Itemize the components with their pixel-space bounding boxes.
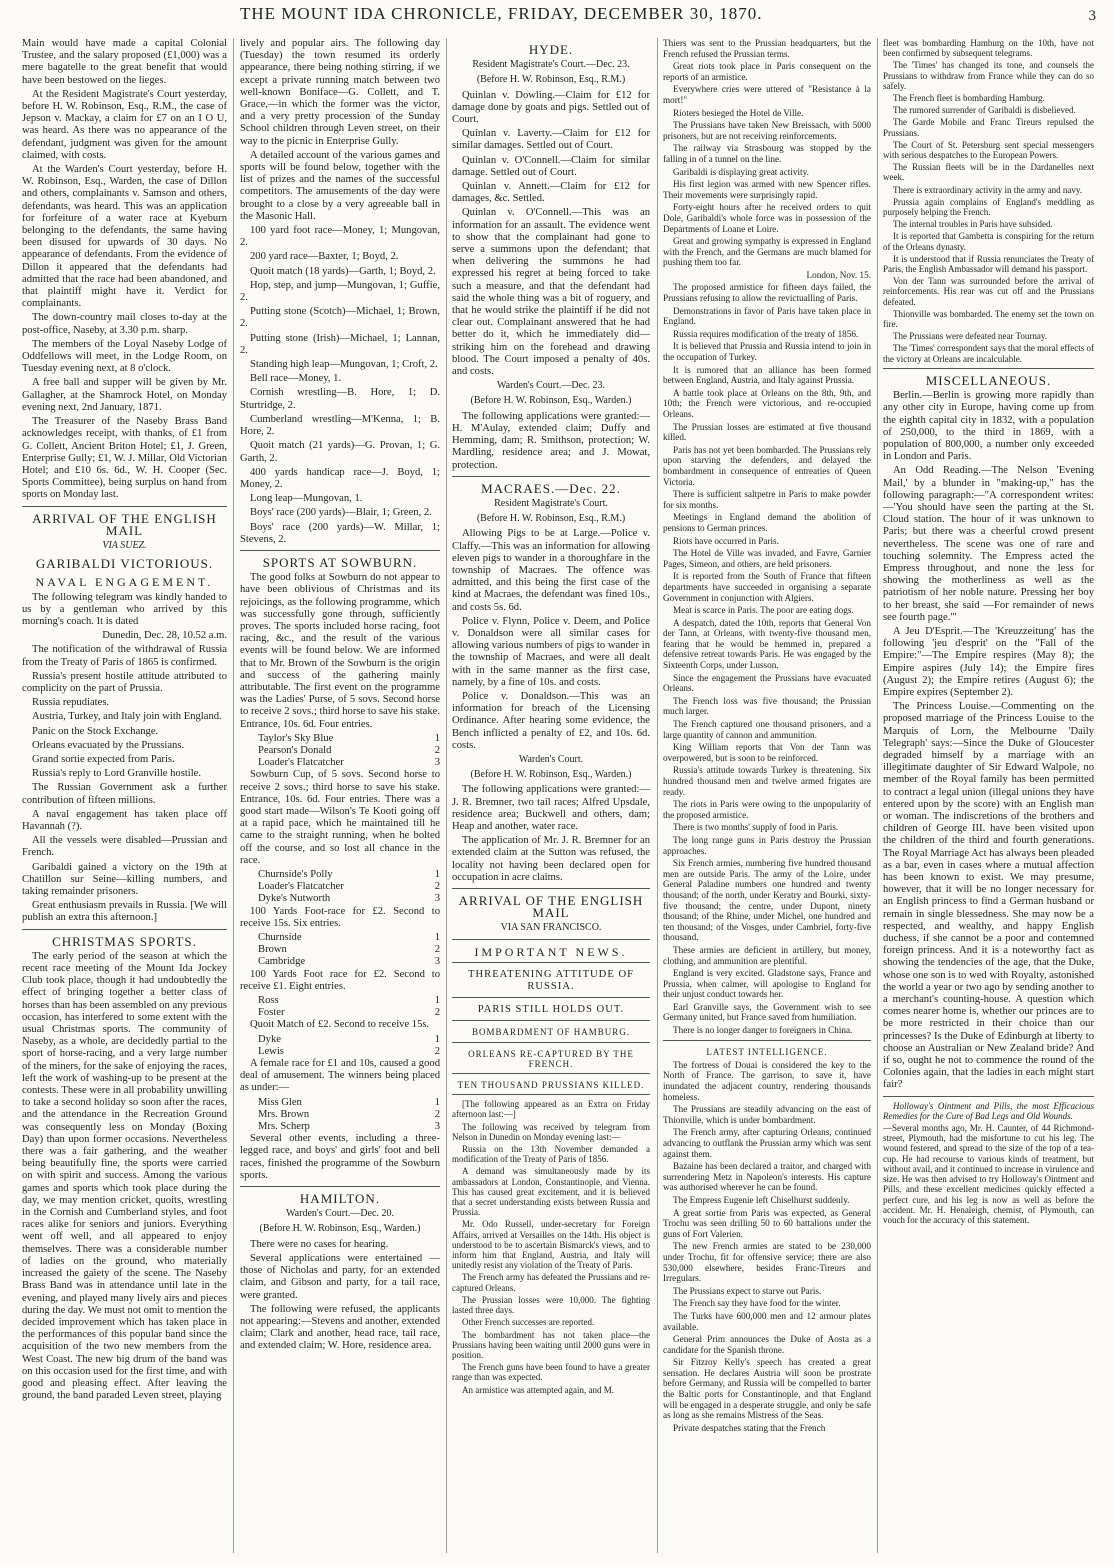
result-line: 200 yard race—Baxter, 1; Boyd, 2. xyxy=(250,251,399,263)
masthead xyxy=(0,0,1114,40)
result-line: Standing high leap—Mungovan, 1; Croft, 2. xyxy=(250,359,438,371)
page-number: 3 xyxy=(1088,8,1096,24)
section-subheading: Warden's Court. xyxy=(518,753,584,765)
placing-number: 2 xyxy=(434,944,440,956)
paragraph: The Russian Government ask a further contribution of fifteen millions. xyxy=(22,782,227,806)
paragraph: The fortress of Douai is considered the key to the North of France. The garrison, to save it, have inundated the adjacent country, rendering thousands homeless. xyxy=(663,1059,871,1102)
paragraph: Quinlan v. O'Connell.—Claim for similar damage. Settled out of Court. xyxy=(452,154,650,178)
paragraph: The Prussians were defeated near Tournay. xyxy=(893,331,1048,342)
paragraph: Thionville was bombarded. The enemy set the town on fire. xyxy=(883,308,1094,330)
result-line: Long leap—Mungovan, 1. xyxy=(250,493,363,505)
placing-number: 3 xyxy=(434,757,440,769)
paragraph: Quinlan v. O'Connell.—This was an information for an assault. The evidence went to show that the complainant had gone to serve a summons upon the defendant; that when delivering the summons he had expressed his regret at being forced to take such a measure, and that the defendant had said the whole thing was a bit of roguery, and that he would strike the plaintiff if he did not clear out. Complainant answered that he had better do it, which he immediately did—striking him on the forehead and drawing blood. The Court imposed a penalty of 40s. and costs. xyxy=(452,207,650,378)
sports-results-list xyxy=(240,225,440,546)
result-line: Boys' race (200 yards)—Blair, 1; Green, 2. xyxy=(250,507,432,519)
paragraph: The following applications were granted:—H. M'Aulay, extended claim; Duffy and Hemming, dam; R. Smithson, protection; W. Mardling, residence area; and J. Mowat, protection. xyxy=(452,410,650,471)
column-1 xyxy=(22,38,227,1553)
placing-number: 2 xyxy=(434,744,440,756)
race-placing xyxy=(240,944,440,956)
result-line: Putting stone (Scotch)—Michael, 1; Brown, 2. xyxy=(240,306,440,330)
paragraph: These armies are deficient in artillery, but money, clothing, and ammunition are plentiful. xyxy=(663,944,871,966)
paragraph: Demonstrations in favor of Paris have taken place in England. xyxy=(663,305,871,327)
race-placing xyxy=(240,1046,440,1058)
race-results xyxy=(240,932,440,969)
paragraph: General Prim announces the Duke of Aosta as a candidate for the Spanish throne. xyxy=(663,1334,871,1355)
paragraph: Riots have occurred in Paris. xyxy=(673,535,779,546)
paragraph: The Hotel de Ville was invaded, and Favre, Garnier Pages, Simeon, and others, are held prisoners. xyxy=(663,548,871,569)
section-heading: MISCELLANEOUS. xyxy=(925,372,1052,388)
section-rule xyxy=(240,550,440,551)
newspaper-title: THE MOUNT IDA CHRONICLE, FRIDAY, DECEMBER 30, 1870. xyxy=(240,4,763,23)
paragraph: The Prussians are steadily advancing on the east of Thionville, which is under bombardment. xyxy=(663,1104,871,1125)
competitor-name: Dyke's Nutworth xyxy=(258,893,331,905)
race-placing xyxy=(240,881,440,893)
paragraph: The French captured one thousand prisoners, and a large quantity of cannon and ammunition. xyxy=(663,719,871,740)
paragraph: The Empress Eugenie left Chiselhurst suddenly. xyxy=(673,1194,850,1205)
paragraph: Great and growing sympathy is expressed in England with the French, and the Germans are much blamed for pushing them too far. xyxy=(663,236,871,268)
paragraph: The long range guns in Paris destroy the Prussian approaches. xyxy=(663,834,871,856)
race-placing xyxy=(240,893,440,905)
section-heading: TEN THOUSAND PRUSSIANS KILLED. xyxy=(457,1080,645,1091)
section-rule xyxy=(452,997,650,998)
paragraph: Paris has not yet been bombarded. The Prussians rely upon starving the defenders, and delayed the bombardment in consequence of entreaties of Queen Victoria. xyxy=(663,444,871,487)
paragraph: An armistice was attempted again, and M. xyxy=(462,1384,614,1395)
section-rule xyxy=(22,506,227,507)
column-3 xyxy=(452,38,650,1553)
competitor-name: Mrs. Scherp xyxy=(258,1121,310,1133)
paragraph: fleet was bombarding Hamburg on the 10th, have not been confirmed by subsequent telegrams. xyxy=(883,38,1094,59)
placing-number: 1 xyxy=(434,869,440,880)
section-heading: HYDE. xyxy=(528,42,574,57)
paragraph: Earl Granville says, the Government wish to see Germany united, but France saved from humiliation. xyxy=(663,1001,871,1023)
paragraph: The members of the Loyal Naseby Lodge of Oddfellows will meet, in the Lodge Room, on Tuesday evening next, at 8 o'clock. xyxy=(22,338,227,375)
section-subheading: (Before H. W. Robinson, Esq., R.M.) xyxy=(476,513,626,525)
paragraph: Thiers was sent to the Prussian headquarters, but the French refused the Prussian terms. xyxy=(663,38,871,59)
paragraph: A despatch, dated the 10th, reports that General Von der Tann, at Orleans, with twenty-five thousand men, fearing that he would be hemmed in, prepared a defensive retreat towards Paris. He was engaged by the Sixteenth Corps, under Lusson. xyxy=(663,617,871,671)
section-heading: BOMBARDMENT OF HAMBURG. xyxy=(471,1027,631,1038)
paragraph: There is extraordinary activity in the army and navy. xyxy=(893,184,1083,195)
paragraph: A free ball and supper will be given by Mr. Gallagher, at the Shamrock Hotel, on Monday evening next, 2nd January, 1871. xyxy=(22,377,227,413)
paragraph: Russia's attitude towards Turkey is threatening. Six hundred thousand men and twelve armed frigates are ready. xyxy=(663,765,871,797)
paragraph: Grand sortie expected from Paris. xyxy=(32,753,175,765)
placing-number: 2 xyxy=(434,1045,440,1057)
paragraph: Rioters besieged the Hotel de Ville. xyxy=(673,107,804,118)
section-heading: HAMILTON. xyxy=(299,1191,381,1207)
paragraph: It is reported from the South of France that fifteen departments have succeeded in organising a separate Government in conjunction with Algiers. xyxy=(663,571,871,603)
paragraph: It is rumored that an alliance has been formed between England, Austria, and Italy against Prussia. xyxy=(663,364,871,386)
paragraph: Other French successes are reported. xyxy=(462,1317,595,1328)
paragraph: The notification of the withdrawal of Russia from the Treaty of Paris of 1865 is confirmed. xyxy=(22,644,227,668)
paragraph: The French say they have food for the winter. xyxy=(673,1298,841,1309)
race-results xyxy=(240,995,440,1019)
placing-number: 2 xyxy=(434,881,440,893)
paragraph: Quinlan v. Laverty.—Claim for £12 for similar damages. Settled out of Court. xyxy=(452,128,650,152)
paragraph: Quoit Match of £2. Second to receive 15s. xyxy=(250,1019,430,1031)
paragraph: The Russian fleets will be in the Dardanelles next week. xyxy=(883,162,1094,183)
paragraph: Panic on the Stock Exchange. xyxy=(32,725,159,737)
paragraph: The Turks have 600,000 men and 12 armour plates available. xyxy=(663,1310,871,1332)
section-subheading: (Before H. W. Robinson, Esq., Warden.) xyxy=(470,769,632,781)
paragraph: The riots in Paris were owing to the unpopularity of the proposed armistice. xyxy=(663,799,871,820)
column-2 xyxy=(240,38,440,1553)
paragraph: A naval engagement has taken place off Havannah (?). xyxy=(22,808,227,832)
race-results xyxy=(240,733,440,770)
paragraph: 100 Yards Foot race for £2. Second to receive £1. Eight entries. xyxy=(240,968,440,992)
paragraph: His first legion was armed with new Spencer rifles. Their movements were surprisingly rapid. xyxy=(663,179,871,200)
paragraph: King William reports that Von der Tann was overpowered, but is soon to be reinforced. xyxy=(663,742,871,763)
section-rule xyxy=(452,1094,650,1095)
paragraph: The bombardment has not taken place—the Prussians having been waiting until 2000 guns were in position. xyxy=(452,1329,650,1360)
column-divider xyxy=(233,38,234,1553)
placing-number: 1 xyxy=(434,995,440,1007)
dateline: Dunedin, Dec. 28, 10.52 a.m. xyxy=(102,630,227,642)
race-placing xyxy=(240,995,440,1007)
section-rule xyxy=(452,1073,650,1074)
paragraph: Russia's present hostile attitude attributed to complicity on the part of Prussia. xyxy=(22,670,227,694)
dateline: London, Nov. 15. xyxy=(806,269,871,280)
race-results xyxy=(240,1034,440,1058)
paragraph: Austria, Turkey, and Italy join with England. xyxy=(32,711,222,723)
race-placing xyxy=(240,745,440,757)
paragraph: The French fleet is bombarding Hamburg. xyxy=(893,93,1045,104)
paragraph: Great riots took place in Paris consequent on the reports of an armistice. xyxy=(663,61,871,82)
result-line: 400 yards handicap race—J. Boyd, 1; Money, 2. xyxy=(240,466,440,490)
paragraph: lively and popular airs. The following day (Tuesday) the town resumed its orderly appearance, there being nothing stirring, if we except a private running match between two well-known Boniface—G. Collett, and T. Grace,—in which the former was the victor, and a very pretty procession of the Sunday School children through Leven street, on their way to the picnic in Enterprise Gully. xyxy=(240,38,440,147)
section-heading: NAVAL ENGAGEMENT. xyxy=(35,575,214,590)
section-subheading: (Before H. W. Robinson, Esq., Warden.) xyxy=(259,1223,421,1235)
result-line: Quoit match (18 yards)—Garth, 1; Boyd, 2. xyxy=(250,265,436,277)
section-rule xyxy=(240,1186,440,1187)
paragraph: A demand was simultaneously made by its ambassadors at London, Constantinople, and Vienna. This has caused great excitement, and it is believed that a secret understanding exists between Russia and Prussia. xyxy=(452,1166,650,1218)
paragraph: Russia repudiates. xyxy=(32,697,110,709)
section-heading: ORLEANS RE-CAPTURED BY THE FRENCH. xyxy=(468,1048,634,1069)
race-placing xyxy=(240,1034,440,1046)
competitor-name: Churnside xyxy=(258,932,302,944)
competitor-name: Cambridge xyxy=(258,956,306,968)
paragraph: At the Resident Magistrate's Court yesterday, before H. W. Robinson, Esq., R.M., the case of Jepson v. Mackay, a claim for £7 on an I O U, was heard. As there was no appearance of the defendant, judgment was given for the amount claimed, with costs. xyxy=(22,88,227,161)
paragraph: Sir Fitzroy Kelly's speech has created a great sensation. He declares Austria will soon be prostrate before Germany, and Russia will be compelled to barter the Baltic ports for Constantinople, and that England will be engaged in a desperate struggle, and only be safe as long as she remains Mistress of the Seas. xyxy=(663,1357,871,1421)
paragraph: At the Warden's Court yesterday, before H. W. Robinson, Esq., Warden, the case of Dillon and others, complainants v. Samson and others, defendants, was heard. This was an application for forfeiture of a water race at Kyeburn belonging to the defendants, the same having been disused for upwards of 30 days. No appearance of defendants. From the evidence of Dillon it appeared that the defendants had admitted that the race had been abandoned, and that plaintiff might have it. Verdict for complainants. xyxy=(22,164,227,310)
paragraph: The proposed armistice for fifteen days failed, the Prussians refusing to allow the revictualling of Paris. xyxy=(663,282,871,304)
result-line: Cumberland wrestling—M'Kenna, 1; B. Hore, 2. xyxy=(240,413,440,438)
paragraph: Since the engagement the Prussians have evacuated Orleans. xyxy=(663,672,871,694)
paragraph: It is believed that Prussia and Russia intend to join in the occupation of Turkey. xyxy=(663,341,871,363)
paragraph: The French army, after capturing Orleans, continued advancing to outflank the Prussian army which was sent against them. xyxy=(663,1127,871,1159)
section-heading: CHRISTMAS SPORTS. xyxy=(52,933,197,949)
competitor-name: Lewis xyxy=(258,1045,284,1057)
competitor-name: Foster xyxy=(258,1007,285,1019)
section-rule xyxy=(452,962,650,963)
paragraph: The early period of the season at which the recent race meeting of the Mount Ida Jockey Club took place, though it had undoubtedly the effect of bringing together a better class of horses than has been assembled on any previous occasion, has interfered to some extent with the usual Christmas sports. The community of Naseby, as a whole, are decidedly partial to the sport of horse-racing, and a very large number of the miners, for the sake of enjoying the races, left the work of washing-up to be present at the contests. These were in all probability unwilling to take a second holiday so soon after the races, and the attendance in the Recreation Ground was consequently less on Monday (Boxing Day) than upon former occasions. Nevertheless there was a fair gathering, and the weather being beautifully fine, the sports were carried on with spirit and success. Among the various games and sports which took place during the day, we may mention cricket, quoits, wrestling in the Cornish and Cumberland styles, and foot races alike for seniors and juniors. Everything went off well, and all appeared to enjoy themselves. There was a considerable number of ladies on the ground, who materially increased the gaiety of the scene. The Naseby Brass Band was in attendance until late in the evening, and played many lively airs and pieces during the day. We must not omit to mention the decided improvement which has taken place in the performances of this popular band since the acquisition of the two new members from the West Coast. The new big drum of the band was on this occasion used for the first time, and with good and pleasing effect. After leaving the ground, the band paraded Leven street, playing xyxy=(22,950,227,1402)
column-divider xyxy=(446,38,447,1553)
paragraph: The following applications were granted:—J. R. Bremner, two tail races; Alfred Upsdale, residence area; Buckwell and others, dam; Heap and another, water race. xyxy=(452,784,650,832)
paragraph: A great sortie from Paris was expected, as General Trochu was seen drilling 50 to 60 battalions under the guns of Fort Valerien. xyxy=(663,1207,871,1239)
column-5 xyxy=(883,38,1094,1553)
paragraph: The Court of St. Petersburg sent special messengers with serious despatches to the European Powers. xyxy=(883,139,1094,161)
paragraph: The French guns have been found to have a greater range than was expected. xyxy=(452,1362,650,1383)
paragraph: The Treasurer of the Naseby Brass Band acknowledges receipt, with thanks, of £1 from G. Collett, Ancient Briton Hotel; £1, J. Green, Enterprise Gully; £1, W. J. Millar, Old Victorian Hotel; and £10 6s. 6d., W. H. Cooper (Sec. Sports Committee), being surplus on hand from sports on Monday last. xyxy=(22,416,227,501)
section-rule xyxy=(883,1096,1094,1097)
race-placing xyxy=(240,1097,440,1109)
section-heading: LATEST INTELLIGENCE. xyxy=(706,1046,828,1057)
paragraph: Von der Tann was surrounded before the arrival of reinforcements. His rear was cut off and the Prussians defeated. xyxy=(883,276,1094,307)
paragraph: Bazaine has been declared a traitor, and charged with surrendering Metz in Napoleon's interests. His capture was authorised wherever he can be found. xyxy=(663,1161,871,1193)
paragraph: It is understood that if Russia renunciates the Treaty of Paris, the English Ambassador will demand his passport. xyxy=(883,253,1094,275)
section-subheading: Resident Magistrate's Court. xyxy=(494,497,608,509)
paragraph: The railway via Strasbourg was stopped by the falling in of a tunnel on the line. xyxy=(663,143,871,164)
paragraph: The Princess Louise.—Commenting on the proposed marriage of the Princess Louise to the Marquis of Lorn, the Melbourne 'Daily Telegraph' says:—Since the Duke of Gloucester degraded himself by a marriage with an illegitimate daughter of Sir Edward Walpole, no member of the Royal family has been permitted to contract a legal union (illegal unions they have entered upon by the score) with an English man or woman. The indiscretions of the brothers and children of George III. have been visited upon the children of the third and fourth generations. The Royal Marriage Act has always been pleaded as a bar, even in cases where a mutual affection has been known to exist. We may presume, however, that it will be no longer necessary for an English princess to find a German husband or remain in single blessedness. She may now be a respected, and wealthy, and happy English duchess, if she cannot be a poor and contemned foreign princess. And it is a noteworthy fact as showing the tendencies of the age, that the Duke, whose one son is to wed with Royalty, astonished the world a year or two ago by sending another to a merchant's counting-house. A question which comes nearer home is, whether our princes are to be more restricted in their choice than our princesses? Is the Duke of Edinburgh at liberty to choose an Australian or New Zealand bride? And if so, ought he not to commence the round of the Colonies again, that the ladies in each might start fair? xyxy=(883,701,1094,1091)
paragraph: Great enthusiasm prevails in Russia. [We will publish an extra this afternoon.] xyxy=(22,900,227,924)
paragraph: —Several months ago, Mr. H. Caunter, of 44 Richmond-street, Plymouth, had the misfortune to cut his leg. The wound festered, and spread to the size of the top of a tea-cup. He had recourse to various kinds of treatment, but without avail, and it continued to increase in virulence and size. He was then advised to try Holloway's Ointment and Pills, and these excellent medicines quickly effected a perfect cure, and his leg is now as well as before the accident. Mr. H. Henaleigh, chemist, of Plymouth, can vouch for the accuracy of this statement. xyxy=(883,1123,1094,1225)
paragraph: Allowing Pigs to be at Large.—Police v. Claffy.—This was an information for allowing eleven pigs to wander in a thoroughfare in the township of Macraes. The offence was admitted, and this being the first case of the kind at Macraes, the defendant was fined 10s., and costs 5s. 6d. xyxy=(452,528,650,613)
paragraph: Quinlan v. Dowling.—Claim for £12 for damage done by goats and pigs. Settled out of Court. xyxy=(452,89,650,126)
paragraph: Several other events, including a three-legged race, and boys' and girls' foot and bell races, finished the programme of the Sowburn sports. xyxy=(240,1133,440,1181)
race-placing xyxy=(240,956,440,968)
section-heading: GARIBALDI VICTORIOUS. xyxy=(35,556,214,572)
paragraph: Mr. Odo Russell, under-secretary for Foreign Affairs, arrived at Versailles on the 14th. His object is understood to be to ascertain Bismarck's views, and to inform him that England, Austria, and Italy will unitedly resist any violation of the Treaty of Paris. xyxy=(452,1219,650,1271)
paragraph: The down-country mail closes to-day at the post-office, Naseby, at 3.30 p.m. sharp. xyxy=(22,312,227,336)
section-heading: ARRIVAL OF THE ENGLISH MAIL xyxy=(458,893,644,921)
paragraph: Garibaldi gained a victory on the 19th at Chatillon sur Seine—killing numbers, and taking remainder prisoners. xyxy=(22,861,227,897)
section-rule xyxy=(452,1042,650,1043)
result-line: Boys' race (200 yards)—W. Millar, 1; Stevens, 2. xyxy=(240,521,440,545)
section-rule xyxy=(452,476,650,477)
column-divider xyxy=(877,38,878,1553)
paragraph: A detailed account of the various games and sports will be found below, together with the list of prizes and the names of the successful competitors. The amusements of the day were brought to a close by a very agreeable ball in the Masonic Hall. xyxy=(240,149,440,222)
paragraph: The internal troubles in Paris have subsided. xyxy=(893,219,1053,230)
column-4 xyxy=(663,38,871,1553)
placing-number: 3 xyxy=(434,956,440,968)
paragraph: A battle took place at Orleans on the 8th, 9th, and 10th; the French were victorious, and re-occupied Orleans. xyxy=(663,387,871,419)
paragraph: Forty-eight hours after he received orders to quit Dole, Garibaldi's whole force was in possession of the Departments of Loane et Loire. xyxy=(663,202,871,234)
race-placing xyxy=(240,869,440,881)
paragraph: Garibaldi is displaying great activity. xyxy=(673,166,809,177)
section-heading: IMPORTANT NEWS. xyxy=(474,944,628,959)
placing-number: 2 xyxy=(434,1108,440,1120)
paragraph: There were no cases for hearing. xyxy=(250,1238,389,1250)
race-placing xyxy=(240,733,440,745)
paragraph: The 'Times' correspondent says that the moral effects of the victory at Orleans are incalculable. xyxy=(883,343,1094,364)
section-rule xyxy=(452,888,650,889)
section-subheading: Warden's Court.—Dec. 20. xyxy=(286,1208,394,1220)
section-subheading: Warden's Court.—Dec. 23. xyxy=(497,380,605,392)
paragraph: The Prussians have taken New Breissach, with 5000 prisoners, but are not receiving reinforcements. xyxy=(663,120,871,141)
placing-number: 1 xyxy=(434,732,440,744)
result-line: Putting stone (Irish)—Michael, 1; Lannan, 2. xyxy=(240,332,440,356)
paragraph: Several applications were entertained —those of Nicholas and party, for an extended claim, and Gibson and party, for a tail race, were granted. xyxy=(240,1252,440,1301)
placing-number: 2 xyxy=(434,1007,440,1019)
paragraph: Main would have made a capital Colonial Trustee, and the salary proposed (£1,000) was a mere bagatelle to the great benefit that would have been bestowed on the lieges. xyxy=(22,38,227,86)
paragraph: Orleans evacuated by the Prussians. xyxy=(32,739,185,751)
competitor-name: Loader's Flatcatcher xyxy=(258,881,344,893)
competitor-name: Brown xyxy=(258,944,287,956)
paragraph: Prussia again complains of England's meddling as purposely helping the French. xyxy=(883,196,1094,218)
competitor-name: Pearson's Donald xyxy=(258,744,332,756)
paragraph: The Prussians expect to starve out Paris. xyxy=(673,1285,822,1296)
advertisement-title: Holloway's Ointment and Pills, the most Efficacious Remedies for the Cure of Bad Legs and Old Wounds. xyxy=(883,1100,1094,1121)
section-heading: SPORTS AT SOWBURN. xyxy=(262,554,418,570)
section-heading: THREATENING ATTITUDE OF RUSSIA. xyxy=(468,968,634,993)
paragraph: It is reported that Gambetta is conspiring for the return of the Orleans dynasty. xyxy=(883,231,1094,252)
paragraph: There is no longer danger to foreigners in China. xyxy=(673,1025,853,1036)
section-subheading: VIA SUEZ. xyxy=(102,539,147,551)
paragraph: The following telegram was kindly handed to us by a gentleman who arrived by this morning's coach. It is dated xyxy=(22,591,227,627)
competitor-name: Mrs. Brown xyxy=(258,1108,310,1120)
paragraph: Sowburn Cup, of 5 sovs. Second horse to receive 2 sovs.; third horse to save his stake. Entrance, 10s. 6d. Four entries. There was a good start made—Wilson's Te Kooti going off at a rapid pace, which he maintained till he came to the straight running, when he bolted off the course, and so lost all chance in the race. xyxy=(240,769,440,866)
race-results xyxy=(240,1097,440,1134)
paragraph: An Odd Reading.—The Nelson 'Evening Mail,' by a blunder in "making-up," has the following paragraph:—"A correspondent writes:—'You should have seen the parting at the St. Cloud station. The hour of it was unknown to Paris; but there was a cheerful crowd present nevertheless. The scene was one of rare and touching solemnity. The Empress acted the Empress throughout, and none the less for showing the motherliness as well as the patriotism of her noble nature. Pressing her boy to her breast, she said —For remainder of news see fourth page.'" xyxy=(883,465,1094,623)
placing-number: 1 xyxy=(434,1033,440,1045)
column-divider xyxy=(657,38,658,1553)
paragraph: Berlin.—Berlin is growing more rapidly than any other city in Europe, having come up from the eighth capital city in 1832, with a population of 250,000, to the third in 1869, with a population of 800,000, a number only exceeded in London and Paris. xyxy=(883,390,1094,463)
competitor-name: Ross xyxy=(258,995,279,1007)
race-placing xyxy=(240,1109,440,1121)
section-rule xyxy=(22,929,227,930)
paragraph: Police v. Flynn, Police v. Deem, and Police v. Donaldson were all similar cases for allowing various numbers of pigs to wander in the township of Macraes, and were all dealt with in the same manner as the first case, namely, by a fine of 10s. and costs. xyxy=(452,615,650,688)
paragraph: Six French armies, numbering five hundred thousand men are outside Paris. The army of the Loire, under General Paladine numbers one hundred and twenty thousand; of the north, under Keratry and Bourki, sixty-five thousand; the centre, under Dupont, ninety thousand; of the Rhine, under Michel, one hundred and ten thousand; of the Vosges, under Cambriel, forty-five thousand. xyxy=(663,858,871,943)
section-rule xyxy=(452,939,650,940)
paragraph: The good folks at Sowburn do not appear to have been oblivious of Christmas and its rejoicings, as the following programme, which was successfully gone through, sufficiently proves. The sports included horse racing, foot racing, &c., and the result of the various events will be found below. We are informed that to Mr. Brown of the Sowburn is the origin and success of the gathering mainly attributable. The first event on the programme was the Ladies' Purse, of 5 sovs. Second horse to receive 2 sovs.; third horse to save his stake. Entrance, 10s. 6d. Four entries. xyxy=(240,572,440,730)
result-line: Hop, step, and jump—Mungovan, 1; Guffie, 2. xyxy=(240,279,440,304)
paragraph: The Garde Mobile and Franc Tireurs repulsed the Prussians. xyxy=(883,117,1094,138)
placing-number: 3 xyxy=(434,1121,440,1133)
result-line: Quoit match (21 yards)—G. Provan, 1; G. Garth, 2. xyxy=(240,440,440,464)
paragraph: 100 Yards Foot-race for £2. Second to receive 15s. Six entries. xyxy=(240,905,440,929)
result-line: Cornish wrestling—B. Hore, 1; D. Sturtridge, 2. xyxy=(240,387,440,411)
race-placing xyxy=(240,932,440,944)
race-placing xyxy=(240,757,440,769)
section-subheading: (Before H. W. Robinson, Esq., Warden.) xyxy=(470,395,632,407)
paragraph: The rumored surrender of Garibaldi is disbelieved. xyxy=(893,105,1076,116)
paragraph: The new French armies are stated to be 230,000 under Trochu, fit for offensive service; there are also 530,000 elsewhere, besides Franc-Tireurs and Irregulars. xyxy=(663,1241,871,1284)
paragraph: Private despatches stating that the French xyxy=(673,1422,826,1433)
competitor-name: Miss Glen xyxy=(258,1096,302,1108)
paragraph: The following were refused, the applicants not appearing:—Stevens and another, extended claim; Clark and another, head race, tail race, and extended claim; W. Hore, residence area. xyxy=(240,1303,440,1352)
paragraph: The Prussian losses are estimated at five thousand killed. xyxy=(663,421,871,443)
section-heading: PARIS STILL HOLDS OUT. xyxy=(477,1004,625,1016)
placing-number: 3 xyxy=(434,893,440,905)
competitor-name: Taylor's Sky Blue xyxy=(258,732,334,744)
paragraph: The application of Mr. J. R. Bremner for an extended claim at the Sutton was refused, the locality not having been declared open for occupation in acre claims. xyxy=(452,835,650,883)
competitor-name: Loader's Flatcatcher xyxy=(258,757,344,769)
paragraph: The French army has defeated the Prussians and re-captured Orleans. xyxy=(452,1272,650,1293)
paragraph: A Jeu D'Esprit.—The 'Kreuzzeitung' has the following 'jeu d'esprit' on the "Fall of the Empire:"—The Empire respires (May 8); the Empire aspires (July 14); the Empire fires (August 2); the Empire retires (August 6); the Empire expires (September 2). xyxy=(883,625,1094,698)
section-rule xyxy=(452,1020,650,1021)
paragraph: Everywhere cries were uttered of "Resistance à la mort!" xyxy=(663,84,871,105)
paragraph: The Prussian losses were 10,000. The fighting lasted three days. xyxy=(452,1294,650,1316)
paragraph: There is sufficient saltpetre in Paris to make powder for six months. xyxy=(663,489,871,510)
race-results xyxy=(240,869,440,906)
section-heading: ARRIVAL OF THE ENGLISH MAIL xyxy=(32,510,217,538)
result-line: Bell race—Money, 1. xyxy=(250,373,342,385)
section-subheading: (Before H. W. Robinson, Esq., R.M.) xyxy=(476,74,626,86)
paragraph: Quinlan v. Annett.—Claim for £12 for damages, &c. Settled. xyxy=(452,181,650,205)
result-line: 100 yard foot race—Money, 1; Mungovan, 2. xyxy=(240,225,440,249)
section-subheading: Resident Magistrate's Court.—Dec. 23. xyxy=(472,59,630,71)
paragraph: The following was received by telegram from Nelson in Dunedin on Monday evening last:— xyxy=(452,1121,650,1142)
race-placing xyxy=(240,1007,440,1019)
paragraph: All the vessels were disabled—Prussian and French. xyxy=(22,835,227,859)
competitor-name: Churnside's Polly xyxy=(258,869,333,880)
section-heading: MACRAES.—Dec. 22. xyxy=(481,480,621,496)
section-rule xyxy=(883,368,1094,369)
paragraph: A female race for £1 and 10s, caused a good deal of amusement. The winners being placed as under:— xyxy=(240,1058,440,1094)
paragraph: The French loss was five thousand; the Prussian much larger. xyxy=(663,695,871,717)
placing-number: 1 xyxy=(434,932,440,944)
paragraph: [The following appeared as an Extra on Friday afternoon last:—] xyxy=(452,1099,650,1120)
paragraph: Russia on the 13th November demanded a modification of the Treaty of Paris of 1856. xyxy=(452,1144,650,1165)
placing-number: 1 xyxy=(434,1096,440,1108)
section-rule xyxy=(663,1040,871,1041)
paragraph: There is two months' supply of food in Paris. xyxy=(673,822,839,833)
paragraph: The 'Times' has changed its tone, and counsels the Prussians to withdraw from France while they can do so safely. xyxy=(883,60,1094,91)
paragraph: Police v. Donaldson.—This was an information for breach of the Licensing Ordinance. After hearing some evidence, the Bench inflicted a penalty of £2, and 10s. 6d. costs. xyxy=(452,690,650,751)
paragraph: Meat is scarce in Paris. The poor are eating dogs. xyxy=(673,605,854,616)
paragraph: Meetings in England demand the abolition of pensions to German princes. xyxy=(663,512,871,533)
race-placing xyxy=(240,1121,440,1133)
paragraph: England is very excited. Gladstone says, France and Prussia, when calmer, will apologise to England for their unjust conduct towards her. xyxy=(663,968,871,1000)
competitor-name: Dyke xyxy=(258,1033,281,1045)
section-subheading: VIA SAN FRANCISCO. xyxy=(500,922,602,934)
paragraph: Russia requires modification of the treaty of 1856. xyxy=(673,328,859,339)
paragraph: Russia's reply to Lord Granville hostile. xyxy=(32,768,202,780)
